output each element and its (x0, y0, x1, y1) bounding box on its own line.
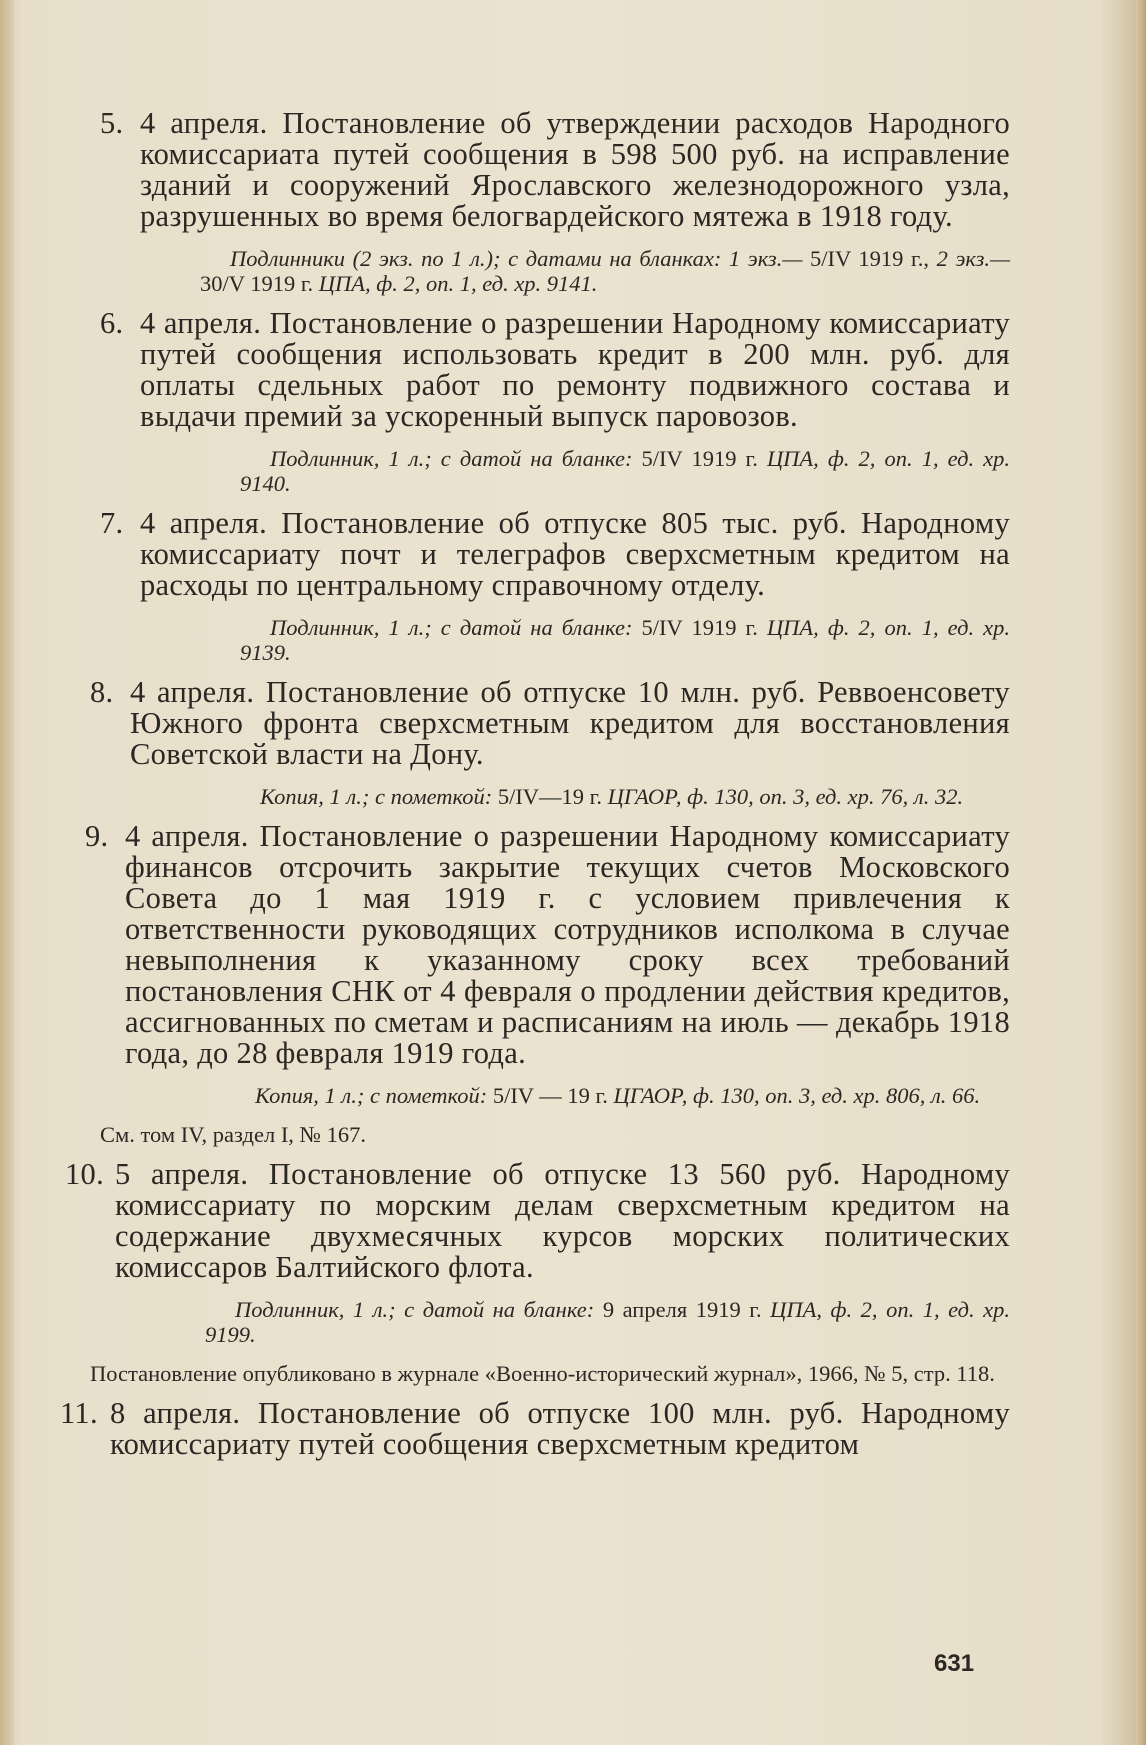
page-content (60, 108, 1010, 1472)
page-number: 631 (934, 1650, 975, 1677)
source-date: 5/IV — 19 г. (492, 1083, 608, 1108)
entry-10 (65, 1159, 1010, 1386)
archive-source (100, 446, 1010, 496)
source-description: Подлинники (2 экз. по 1 л.); с датами на бланках: 1 экз.— (230, 246, 803, 271)
entry-body: 4 апреля. Постановление об отпуске 805 тыс. руб. Народному комиссариату почт и телеграфов сверхсметным кредитом на расходы по центральному справочному отделу. (140, 506, 1010, 602)
source-date: 5/IV—19 г. (497, 784, 602, 809)
archive-source (90, 784, 1010, 809)
entry-number: 10. (65, 1157, 105, 1191)
entry-text (60, 1398, 1010, 1460)
entry-8 (90, 677, 1010, 809)
entry-body: 8 апреля. Постановление об отпуске 100 млн. руб. Народному комиссариату путей сообщения сверхсметным кредитом (110, 1396, 1010, 1461)
entry-text (100, 308, 1010, 432)
source-archive-ref: ЦГАОР, ф. 130, оп. 3, ед. хр. 806, л. 66. (613, 1083, 981, 1108)
source-copy-label: 2 экз.— (936, 246, 1011, 271)
archive-source (85, 1083, 1010, 1108)
source-archive-ref: ЦГАОР, ф. 130, оп. 3, ед. хр. 76, л. 32. (607, 784, 964, 809)
source-date-2: 30/V 1919 г. (200, 271, 314, 296)
entry-number: 5. (100, 106, 124, 140)
source-description: Подлинник, 1 л.; с датой на бланке: (270, 446, 633, 471)
source-date: 5/IV 1919 г. (641, 446, 758, 471)
entry-body: 4 апреля. Постановление о разрешении Народному комиссариату путей сообщения использовать кредит в 200 млн. руб. для оплаты сдельных работ по ремонту подвижного состава и выдачи премий за ускоренный выпуск паровозов. (140, 306, 1010, 433)
source-description: Копия, 1 л.; с пометкой: (260, 784, 493, 809)
source-archive-ref: ЦПА, ф. 2, оп. 1, ед. хр. 9199. (205, 1297, 1011, 1347)
entry-number: 6. (100, 306, 124, 340)
archive-source (65, 1297, 1010, 1347)
source-date: 5/IV 1919 г., (809, 246, 929, 271)
page-right-edge (1136, 0, 1146, 1745)
entry-number: 11. (60, 1396, 98, 1430)
entry-5 (100, 108, 1010, 296)
entry-text (100, 108, 1010, 232)
entry-number: 7. (100, 506, 124, 540)
source-description: Копия, 1 л.; с пометкой: (255, 1083, 488, 1108)
archive-source (100, 615, 1010, 665)
entry-body: 4 апреля. Постановление об отпуске 10 млн. руб. Реввоенсовету Южного фронта сверхсметным кредитом для восстановления Советской власти на Дону. (130, 675, 1010, 771)
entry-text (100, 508, 1010, 601)
entry-body: 4 апреля. Постановление о разрешении Народному комиссариату финансов отсрочить закрытие текущих счетов Московского Совета до 1 мая 1919 г. с условием привлечения к ответственности руководящих сотрудников исполкома в случае невыполнения к указанному сроку всех требований постановления СНК от 4 февраля о продлении действия кредитов, ассигнованных по сметам и расписаниям на июль — декабрь 1918 года, до 28 февраля 1919 года. (125, 819, 1010, 1070)
entry-7 (100, 508, 1010, 665)
archive-source (100, 246, 1010, 296)
entry-body: 4 апреля. Постановление об утверждении расходов Народного комиссариата путей сообщения в 598 500 руб. на исправление зданий и сооружений Ярославского железнодорожного узла, разрушенных во время белогвардейского мятежа в 1918 году. (140, 106, 1010, 233)
cross-reference-note: См. том IV, раздел I, № 167. (100, 1122, 367, 1147)
entry-text (65, 1159, 1010, 1283)
entry-text (90, 677, 1010, 770)
entry-body: 5 апреля. Постановление об отпуске 13 560 руб. Народному комиссариату по морским делам сверхсметным кредитом на содержание двухмесячных курсов морских политических комиссаров Балтийского флота. (115, 1157, 1010, 1284)
page-spine-shadow (0, 0, 14, 1745)
entry-number: 8. (90, 675, 114, 709)
publication-note: Постановление опубликовано в журнале «Военно-исторический журнал», 1966, № 5, стр. 118. (90, 1361, 995, 1386)
source-archive-ref: ЦПА, ф. 2, оп. 1, ед. хр. 9140. (240, 446, 1011, 496)
entry-11 (60, 1398, 1010, 1460)
entry-text (85, 821, 1010, 1069)
entry-9 (85, 821, 1010, 1147)
source-description: Подлинник, 1 л.; с датой на бланке: (270, 615, 633, 640)
source-archive-ref: ЦПА, ф. 2, оп. 1, ед. хр. 9139. (240, 615, 1011, 665)
source-date: 9 апреля 1919 г. (602, 1297, 762, 1322)
entry-6 (100, 308, 1010, 496)
entry-number: 9. (85, 819, 109, 853)
source-archive-ref: ЦПА, ф. 2, оп. 1, ед. хр. 9141. (318, 271, 598, 296)
source-date: 5/IV 1919 г. (641, 615, 758, 640)
source-description: Подлинник, 1 л.; с датой на бланке: (235, 1297, 595, 1322)
